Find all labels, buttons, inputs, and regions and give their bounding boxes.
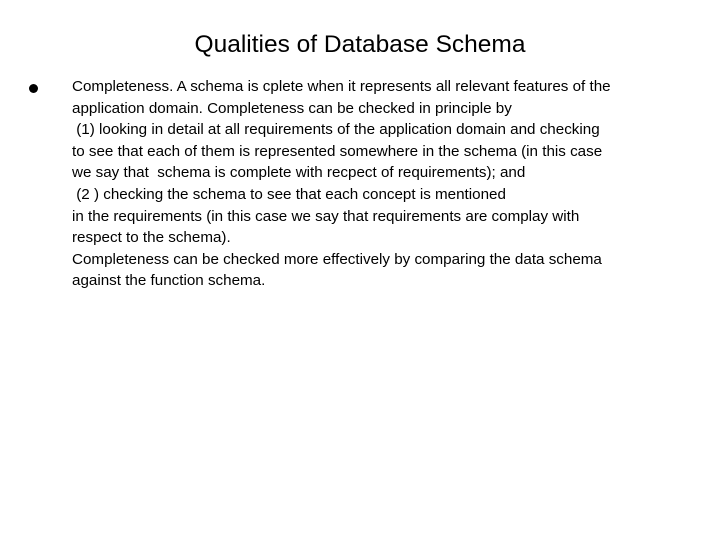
bullet-line: in the requirements (in this case we say that requirements are complay with (72, 207, 580, 225)
slide-title-text: Qualities of Database Schema (194, 31, 526, 58)
bullet-line: application domain. Completeness can be checked in principle by (72, 99, 512, 117)
bullet-paragraph (72, 76, 718, 292)
bullet-line: we say that schema is complete with recpect of requirements); and (72, 164, 526, 182)
bullet-line: respect to the schema). (72, 229, 231, 247)
bullet-line: (2 ) checking the schema to see that each concept is mentioned (72, 185, 506, 203)
bullet-line: Completeness. A schema is cplete when it represents all relevant features of the (72, 78, 611, 95)
slide-title (0, 28, 720, 62)
bullet-line: to see that each of them is represented somewhere in the schema (in this case (72, 142, 603, 160)
bullet-line: (1) looking in detail at all requirements of the application domain and checking (72, 121, 600, 139)
bullet-line: Completeness can be checked more effectively by comparing the data schema (72, 250, 602, 268)
bullet-line: against the function schema. (72, 272, 266, 290)
bullet-icon (29, 84, 38, 93)
